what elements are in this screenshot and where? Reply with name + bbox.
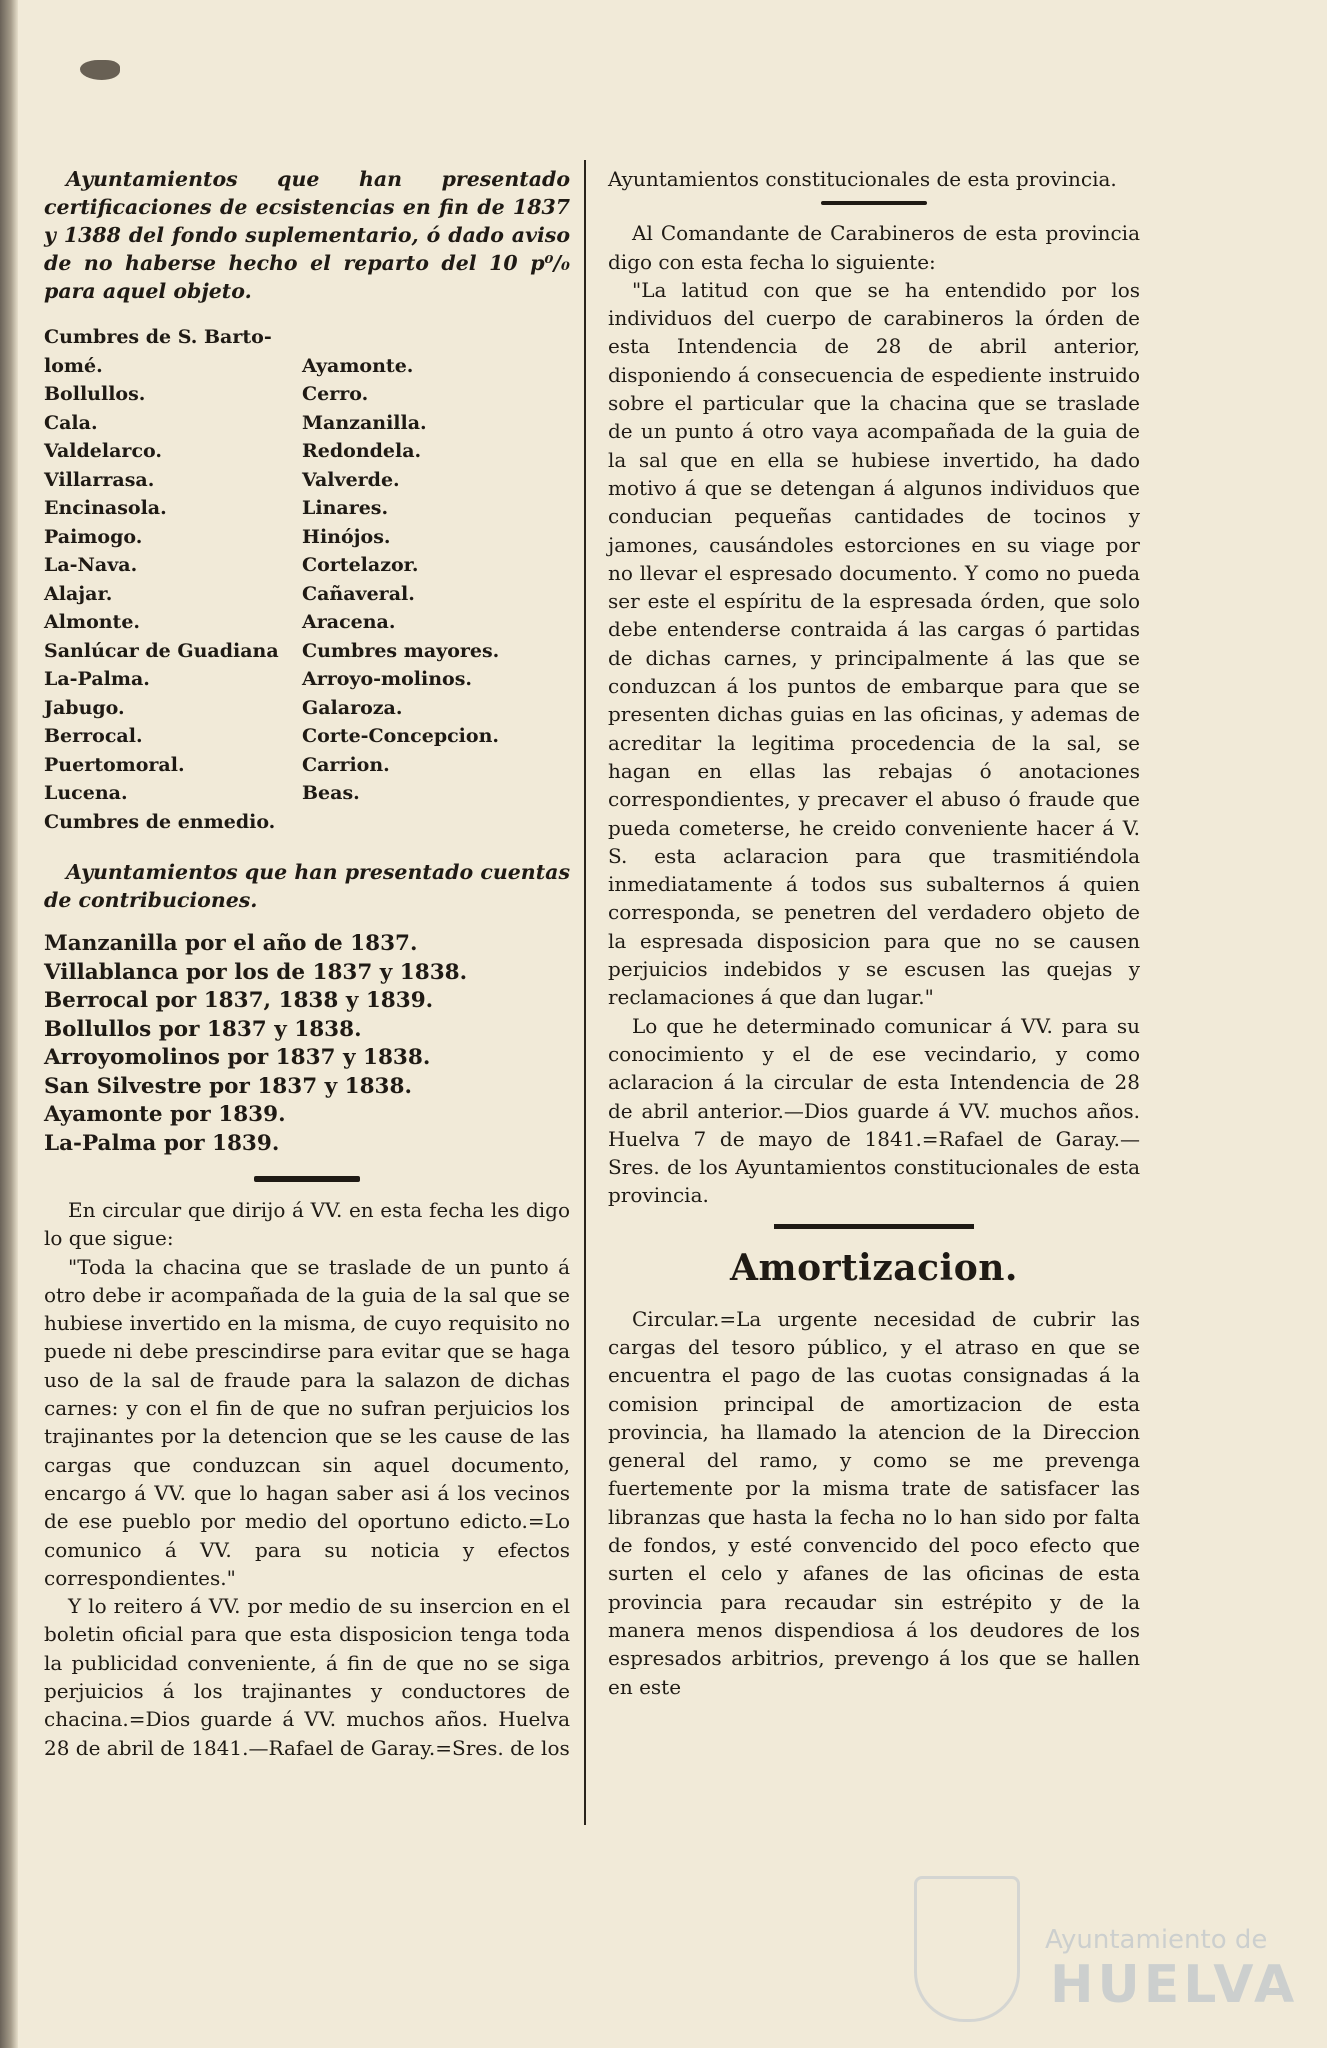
town-entry: lomé. bbox=[44, 354, 103, 377]
circular-reiteration: Y lo reitero á VV. por medio de su insercion en el boletin oficial para que esta disposicion tenga toda la publicidad conveniente, á fin de que no se siga perjuicios á los trajinantes y conductores de chacina.=Dios guarde á VV. muchos años. Huelva 28 de abril de 1841.—Rafael de Garay.=Sres. de los bbox=[44, 1594, 570, 1760]
town-entry: Cala. bbox=[44, 411, 98, 434]
carabineros-closing: Lo que he determinado comunicar á VV. para su conocimiento y el de ese vecindario, y como aclaracion á la circular de esta Intendencia de 28 de abril anterior.—Dios guarde á VV. muchos años. Huelva 7 de mayo de 1841.=Rafael de Garay.—Sres. de los Ayuntamientos constitucionales de esta provincia. bbox=[608, 1013, 1140, 1208]
town-entry: Redondela. bbox=[302, 440, 422, 462]
town-entry: Cumbres mayores. bbox=[302, 639, 500, 662]
town-entry: Cumbres de enmedio. bbox=[44, 810, 276, 833]
town-entry: Lucena. bbox=[44, 782, 128, 804]
carabineros-intro: Al Comandante de Carabineros de esta provincia digo con esta fecha lo siguiente: bbox=[608, 221, 1140, 274]
heading-accounts: Ayuntamientos que han presentado cuentas de contribuciones. bbox=[44, 860, 570, 912]
page-binding-edge bbox=[0, 0, 18, 2048]
account-entry: Manzanilla por el año de 1837. bbox=[44, 931, 418, 956]
town-entry bbox=[302, 323, 570, 352]
circular-quote: "Toda la chacina que se traslade de un punto á otro debe ir acompañada de la guia de la sal que se hubiese invertido en la misma, de cuyo requisito no puede ni debe prescindirse para evitar que se haga uso de la sal de fraude para la salazon de dichas carnes: y con el fin de que no sufran perjuicios los trajinantes por la detencion que se les cause de las cargas que conduzcan sin aquel documento, encargo á VV. que lo hagan saber asi á los vecinos de ese pueblo por medio del oportuno edicto.=Lo comunico á VV. para su noticia y efectos correspondientes." bbox=[44, 1254, 570, 1590]
town-entry: Sanlúcar de Guadiana bbox=[44, 639, 279, 662]
carryover-text: Ayuntamientos constitucionales de esta provincia. bbox=[608, 167, 1117, 191]
town-entry: Valdelarco. bbox=[44, 440, 162, 462]
town-entry: Linares. bbox=[302, 497, 389, 519]
town-entry: Cumbres de S. Barto- bbox=[44, 326, 272, 348]
town-entry: Berrocal. bbox=[44, 725, 143, 747]
account-entry: Bollullos por 1837 y 1838. bbox=[44, 1016, 362, 1042]
separator-rule bbox=[254, 1176, 360, 1182]
carabineros-quote: "La latitud con que se ha entendido por los individuos del cuerpo de carabineros la órden de esta Intendencia de 28 de abril anterior, disponiendo á consecuencia de espediente instruido sobre el particular que la chacina que se traslade de un punto á otro vaya acompañada de la guia de la sal que en ella se hubiese invertido, ha dado motivo á que se detengan á algunos individuos que conducian pequeñas cantidades de tocinos y jamones, causándoles estorciones en su viage por no llevar el espresado documento. Y como no pueda ser este el espíritu de la espresada órden, que solo debe entenderse contraida á las cargas ó partidas de dichas carnes, y principalmente á las que se conduzcan á los puntos de embarque para que se presenten dichas guias en las oficinas, y ademas de acreditar la legitima procedencia de la sal, se hagan en ellas las rebajas ó anotaciones correspondientes, y precaver el abuso ó fraude que pueda cometerse, he creido conveniente hacer á V. S. esta aclaracion para que trasmitiéndola inmediatamente á todos sus subalternos á quien corresponda, se penetren del verdadero objeto de la espresada disposicion para que no se causen perjuicios indebidos y se escusen las quejas y reclamaciones á que dan lugar." bbox=[608, 277, 1140, 1010]
town-entry: Arroyo-molinos. bbox=[302, 668, 473, 690]
heading-certificates: Ayuntamientos que han presentado certificaciones de ecsistencias en fin de 1837 y 1388 del fondo suplementario, ó dado aviso de no haberse hecho el reparto del 10 p⁰/₀ para aquel objeto. bbox=[44, 167, 570, 303]
ink-stain bbox=[80, 60, 120, 80]
town-entry: Alajar. bbox=[44, 582, 113, 605]
accounts-list bbox=[44, 930, 570, 1158]
town-entry: Aracena. bbox=[302, 611, 396, 633]
town-entry: La-Palma. bbox=[44, 668, 150, 690]
account-entry: Villablanca por los de 1837 y 1838. bbox=[44, 959, 468, 985]
town-entry: Valverde. bbox=[302, 468, 400, 491]
town-entry: Corte-Concepcion. bbox=[302, 725, 499, 747]
towns-list bbox=[44, 323, 570, 836]
town-entry: Jabugo. bbox=[44, 696, 125, 719]
amortizacion-circular: Circular.=La urgente necesidad de cubrir las cargas del tesoro público, y el atraso en que se encuentra el pago de las cuotas consignadas á la comision principal de amortizacion de esta provincia, ha llamado la atencion de la Direccion general del ramo, y como se me prevenga fuertemente por la misma trate de satisfacer las libranzas que hasta la fecha no lo han sido por falta de fondos, y esté convencido del poco efecto que surten el celo y afanes de las oficinas de esta provincia para recaudar sin estrépito y de la manera menos dispendiosa á los deudores de los espresados arbitrios, prevengo á los que se hallen en este bbox=[608, 1306, 1140, 1699]
town-entry: Encinasola. bbox=[44, 497, 167, 519]
account-entry: Arroyomolinos por 1837 y 1838. bbox=[44, 1045, 431, 1070]
town-entry: Paimogo. bbox=[44, 525, 143, 548]
account-entry: San Silvestre por 1837 y 1838. bbox=[44, 1073, 412, 1099]
town-entry: Cañaveral. bbox=[302, 582, 415, 605]
town-entry: La-Nava. bbox=[44, 554, 138, 576]
town-entry: Manzanilla. bbox=[302, 411, 427, 434]
town-entry: Villarrasa. bbox=[44, 468, 155, 491]
section-rule bbox=[774, 1224, 974, 1229]
circular-intro: En circular que dirijo á VV. en esta fecha les digo lo que sigue: bbox=[44, 1198, 570, 1251]
account-entry: La-Palma por 1839. bbox=[44, 1130, 280, 1156]
town-entry: Bollullos. bbox=[44, 383, 146, 405]
separator-rule bbox=[821, 201, 927, 205]
archive-watermark bbox=[900, 1870, 1299, 2030]
watermark-line1: Ayuntamiento de bbox=[1045, 1925, 1268, 1955]
left-column bbox=[44, 165, 570, 1762]
town-entry bbox=[302, 808, 570, 837]
section-title: Amortizacion. bbox=[730, 1246, 1018, 1289]
account-entry: Ayamonte por 1839. bbox=[44, 1102, 286, 1127]
town-entry: Carrion. bbox=[302, 753, 390, 776]
town-entry: Cerro. bbox=[302, 383, 369, 405]
town-entry: Ayamonte. bbox=[302, 354, 414, 377]
town-entry: Almonte. bbox=[44, 611, 141, 633]
account-entry: Berrocal por 1837, 1838 y 1839. bbox=[44, 988, 434, 1013]
watermark-line2: HUELVA bbox=[1050, 1955, 1299, 2015]
column-divider bbox=[584, 160, 586, 1825]
town-entry: Cortelazor. bbox=[302, 554, 419, 576]
coat-of-arms-icon bbox=[914, 1876, 1020, 2022]
town-entry: Puertomoral. bbox=[44, 753, 185, 776]
town-entry: Hinójos. bbox=[302, 525, 391, 548]
town-entry: Galaroza. bbox=[302, 696, 403, 719]
town-entry: Beas. bbox=[302, 782, 360, 804]
right-column bbox=[608, 165, 1140, 1701]
